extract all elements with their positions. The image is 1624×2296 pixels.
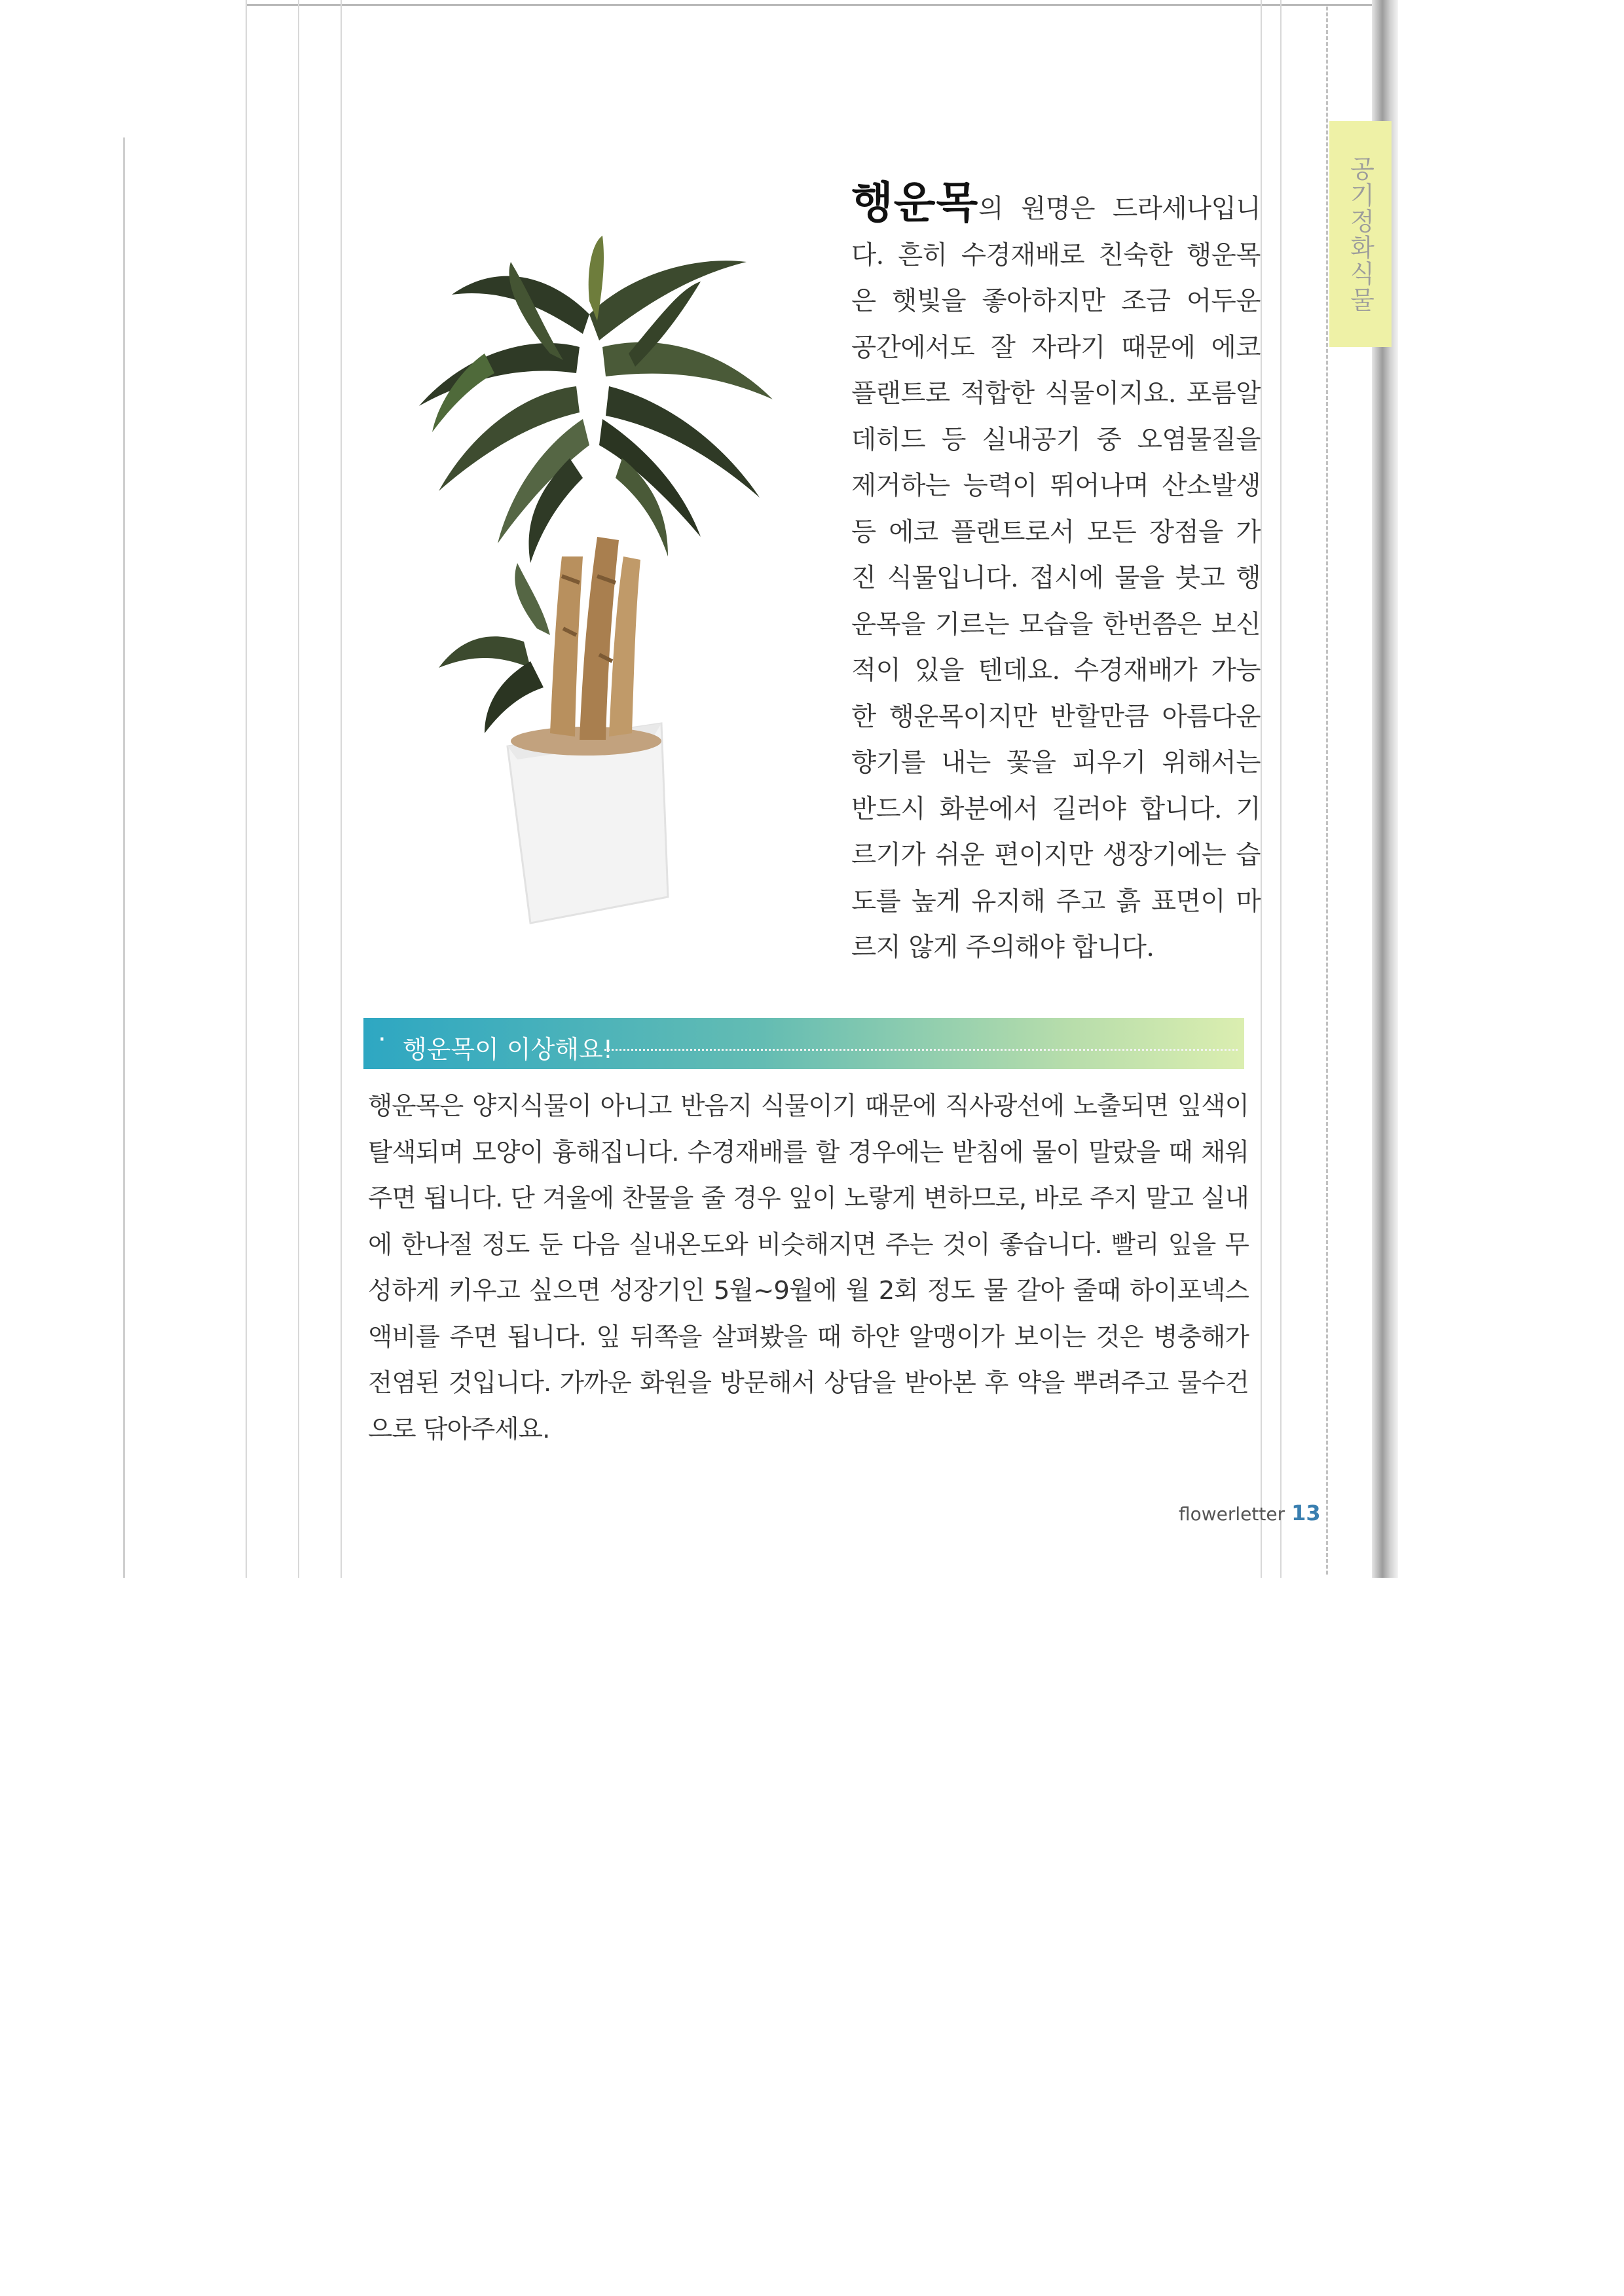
margin-rule-left-3 — [341, 0, 342, 1578]
top-rule — [246, 4, 1388, 6]
intro-lead-word: 행운목 — [851, 177, 979, 228]
intro-text: 의 원명은 드라세나입니다. 흔히 수경재배로 친숙한 행운목은 햇빛을 좋아하지만 조금 어두운 공간에서도 잘 자라기 때문에 에코 플랜트로 적합한 식물이지요. 포름알데히드 등 실내공기 중 오염물질을 제거하는 능력이 뛰어나며 산소발생 등 에코 플랜트로서 모든 장점을 가진 식물입니다. 접시에 물을 붓고 행운목을 기르는 모습을 한번쯤은 보신 적이 있을 텐데요. 수경재배가 가능한 행운목이지만 반할만큼 아름다운 향기를 내는 꽃을 피우기 위해서는 반드시 화분에서 길러야 합니다. 기르기가 쉬운 편이지만 생장기에는 습도를 높게 유지해 주고 흙 표면이 마르지 않게 주의해야 합니다. — [851, 194, 1261, 962]
margin-rule-right-2 — [1280, 0, 1282, 1578]
section-body: 행운목은 양지식물이 아니고 반음지 식물이기 때문에 직사광선에 노출되면 잎색이 탈색되며 모양이 흉해집니다. 수경재배를 할 경우에는 받침에 물이 말랐을 때 채워주면 됩니다. 단 겨울에 찬물을 줄 경우 잎이 노랗게 변하므로, 바로 주지 말고 실내에 한나절 정도 둔 다음 실내온도와 비슷해지면 주는 것이 좋습니다. 빨리 잎을 무성하게 키우고 싶으면 성장기인 5월~9월에 월 2회 정도 물 갈아 줄때 하이포넥스 액비를 주면 됩니다. 잎 뒤쪽을 살펴봤을 때 하얀 알맹이가 보이는 것은 병충해가 전염된 것입니다. 가까운 화원을 방문해서 상담을 받아본 후 약을 뿌려주고 물수건으로 닦아주세요. — [368, 1091, 1249, 1444]
page-footer — [1179, 1501, 1321, 1525]
banner-bullet: · — [378, 1025, 386, 1055]
section-title: 행운목이 이상해요! — [403, 1035, 613, 1064]
dashed-rule — [1326, 7, 1328, 1575]
margin-rule-left-1 — [246, 0, 247, 1578]
page-number: 13 — [1291, 1501, 1321, 1525]
footer-brand: flowerletter — [1179, 1503, 1285, 1525]
scan-edge-left — [123, 137, 125, 1578]
margin-rule-right-1 — [1261, 0, 1262, 1578]
plant-image — [354, 236, 812, 949]
section-banner — [363, 1018, 1244, 1069]
margin-rule-left-2 — [298, 0, 299, 1578]
side-tab-category: 공기정화식물 — [1329, 121, 1392, 347]
banner-dotted-leader — [604, 1049, 1238, 1051]
intro-paragraph — [851, 177, 1261, 971]
